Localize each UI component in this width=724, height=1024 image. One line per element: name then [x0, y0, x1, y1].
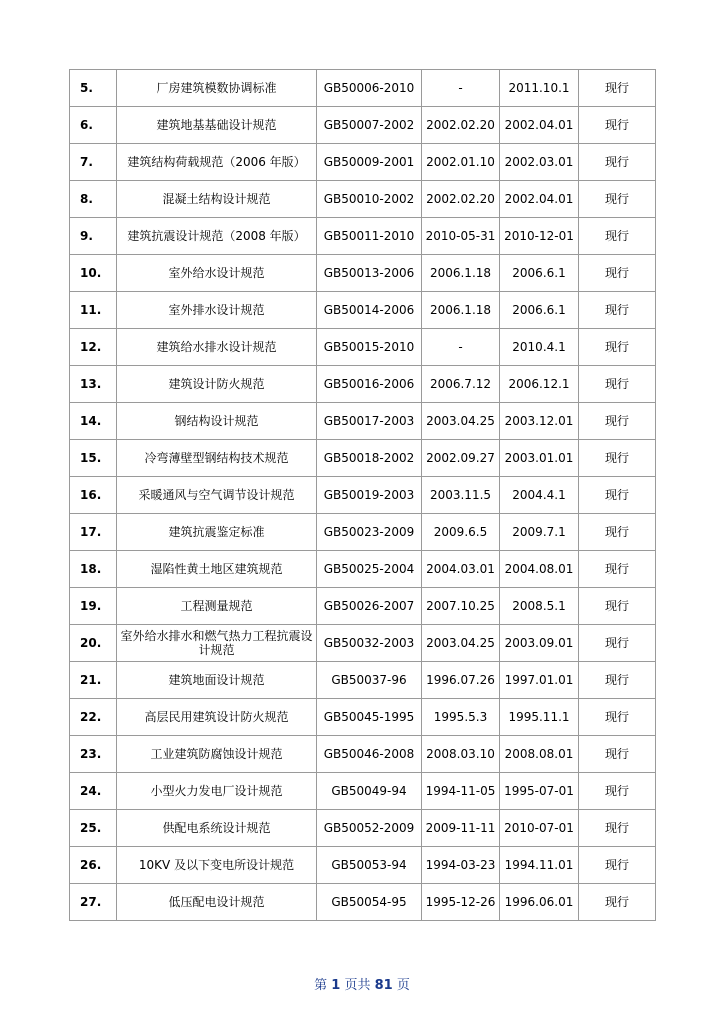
- standard-code: GB50025-2004: [317, 551, 422, 588]
- issue-date: 2009-11-11: [422, 810, 500, 847]
- table-row: [70, 736, 656, 773]
- effective-date: 1994.11.01: [500, 847, 579, 884]
- status: 现行: [579, 255, 656, 292]
- status: 现行: [579, 70, 656, 107]
- table-row: [70, 403, 656, 440]
- issue-date: 2003.04.25: [422, 625, 500, 662]
- status: 现行: [579, 403, 656, 440]
- issue-date: 2003.11.5: [422, 477, 500, 514]
- status: 现行: [579, 736, 656, 773]
- issue-date: -: [422, 70, 500, 107]
- standard-name: 采暖通风与空气调节设计规范: [117, 477, 317, 514]
- issue-date: 2003.04.25: [422, 403, 500, 440]
- row-number: 12.: [70, 329, 117, 366]
- standard-name: 工业建筑防腐蚀设计规范: [117, 736, 317, 773]
- effective-date: 1995.11.1: [500, 699, 579, 736]
- table-row: [70, 107, 656, 144]
- standard-code: GB50014-2006: [317, 292, 422, 329]
- effective-date: 2009.7.1: [500, 514, 579, 551]
- table-row: [70, 551, 656, 588]
- status: 现行: [579, 773, 656, 810]
- standard-code: GB50016-2006: [317, 366, 422, 403]
- standard-code: GB50049-94: [317, 773, 422, 810]
- effective-date: 2006.6.1: [500, 255, 579, 292]
- issue-date: 2009.6.5: [422, 514, 500, 551]
- issue-date: 2002.02.20: [422, 181, 500, 218]
- standard-name: 建筑抗震鉴定标准: [117, 514, 317, 551]
- status: 现行: [579, 551, 656, 588]
- table-row: [70, 884, 656, 921]
- standard-name: 室外给水排水和燃气热力工程抗震设计规范: [117, 625, 317, 662]
- issue-date: 2007.10.25: [422, 588, 500, 625]
- status: 现行: [579, 699, 656, 736]
- standard-name: 建筑地基基础设计规范: [117, 107, 317, 144]
- table-row: [70, 218, 656, 255]
- row-number: 18.: [70, 551, 117, 588]
- status: 现行: [579, 810, 656, 847]
- standard-code: GB50053-94: [317, 847, 422, 884]
- table-row: [70, 144, 656, 181]
- effective-date: 2002.04.01: [500, 181, 579, 218]
- table-row: [70, 847, 656, 884]
- status: 现行: [579, 625, 656, 662]
- effective-date: 2010-07-01: [500, 810, 579, 847]
- effective-date: 2002.04.01: [500, 107, 579, 144]
- table-row: [70, 366, 656, 403]
- footer-suffix: 页: [396, 978, 410, 993]
- footer-prefix: 第: [314, 978, 328, 993]
- row-number: 17.: [70, 514, 117, 551]
- row-number: 7.: [70, 144, 117, 181]
- standard-code: GB50015-2010: [317, 329, 422, 366]
- status: 现行: [579, 588, 656, 625]
- footer-page-number: 1: [331, 978, 341, 993]
- issue-date: 1994-03-23: [422, 847, 500, 884]
- standard-name: 室外排水设计规范: [117, 292, 317, 329]
- standard-name: 建筑给水排水设计规范: [117, 329, 317, 366]
- effective-date: 2011.10.1: [500, 70, 579, 107]
- status: 现行: [579, 181, 656, 218]
- status: 现行: [579, 884, 656, 921]
- table-row: [70, 477, 656, 514]
- table-body: [70, 70, 656, 921]
- row-number: 23.: [70, 736, 117, 773]
- status: 现行: [579, 144, 656, 181]
- standard-code: GB50045-1995: [317, 699, 422, 736]
- effective-date: 2003.12.01: [500, 403, 579, 440]
- effective-date: 2008.08.01: [500, 736, 579, 773]
- row-number: 19.: [70, 588, 117, 625]
- standard-code: GB50018-2002: [317, 440, 422, 477]
- standard-name: 小型火力发电厂设计规范: [117, 773, 317, 810]
- issue-date: 2002.02.20: [422, 107, 500, 144]
- status: 现行: [579, 847, 656, 884]
- row-number: 11.: [70, 292, 117, 329]
- status: 现行: [579, 477, 656, 514]
- row-number: 8.: [70, 181, 117, 218]
- footer-total-pages: 81: [374, 978, 393, 993]
- issue-date: 2006.1.18: [422, 255, 500, 292]
- standard-name: 建筑设计防火规范: [117, 366, 317, 403]
- row-number: 14.: [70, 403, 117, 440]
- standard-name: 10KV 及以下变电所设计规范: [117, 847, 317, 884]
- effective-date: 2010.4.1: [500, 329, 579, 366]
- table-row: [70, 699, 656, 736]
- row-number: 10.: [70, 255, 117, 292]
- effective-date: 2004.4.1: [500, 477, 579, 514]
- table-row: [70, 810, 656, 847]
- table-row: [70, 625, 656, 662]
- standard-code: GB50023-2009: [317, 514, 422, 551]
- table-row: [70, 292, 656, 329]
- effective-date: 1996.06.01: [500, 884, 579, 921]
- issue-date: -: [422, 329, 500, 366]
- row-number: 25.: [70, 810, 117, 847]
- table-row: [70, 514, 656, 551]
- footer-middle: 页共: [344, 978, 371, 993]
- effective-date: 2002.03.01: [500, 144, 579, 181]
- row-number: 24.: [70, 773, 117, 810]
- standard-code: GB50010-2002: [317, 181, 422, 218]
- issue-date: 2002.09.27: [422, 440, 500, 477]
- row-number: 15.: [70, 440, 117, 477]
- row-number: 5.: [70, 70, 117, 107]
- table-row: [70, 255, 656, 292]
- standard-code: GB50026-2007: [317, 588, 422, 625]
- standard-name: 湿陷性黄土地区建筑规范: [117, 551, 317, 588]
- effective-date: 1995-07-01: [500, 773, 579, 810]
- row-number: 27.: [70, 884, 117, 921]
- effective-date: 2006.12.1: [500, 366, 579, 403]
- issue-date: 1996.07.26: [422, 662, 500, 699]
- standard-name: 钢结构设计规范: [117, 403, 317, 440]
- standard-name: 低压配电设计规范: [117, 884, 317, 921]
- standard-name: 高层民用建筑设计防火规范: [117, 699, 317, 736]
- status: 现行: [579, 662, 656, 699]
- standard-code: GB50037-96: [317, 662, 422, 699]
- effective-date: 2008.5.1: [500, 588, 579, 625]
- standard-code: GB50046-2008: [317, 736, 422, 773]
- issue-date: 2008.03.10: [422, 736, 500, 773]
- standard-code: GB50017-2003: [317, 403, 422, 440]
- standard-code: GB50011-2010: [317, 218, 422, 255]
- table-row: [70, 70, 656, 107]
- standard-name: 供配电系统设计规范: [117, 810, 317, 847]
- effective-date: 1997.01.01: [500, 662, 579, 699]
- status: 现行: [579, 292, 656, 329]
- status: 现行: [579, 218, 656, 255]
- row-number: 9.: [70, 218, 117, 255]
- standard-code: GB50007-2002: [317, 107, 422, 144]
- status: 现行: [579, 329, 656, 366]
- standard-code: GB50052-2009: [317, 810, 422, 847]
- standards-table: [69, 69, 656, 921]
- row-number: 20.: [70, 625, 117, 662]
- status: 现行: [579, 107, 656, 144]
- effective-date: 2003.01.01: [500, 440, 579, 477]
- issue-date: 2004.03.01: [422, 551, 500, 588]
- table-row: [70, 440, 656, 477]
- issue-date: 2002.01.10: [422, 144, 500, 181]
- table-row: [70, 773, 656, 810]
- table-row: [70, 662, 656, 699]
- issue-date: 2006.1.18: [422, 292, 500, 329]
- row-number: 6.: [70, 107, 117, 144]
- standard-code: GB50019-2003: [317, 477, 422, 514]
- standard-name: 混凝土结构设计规范: [117, 181, 317, 218]
- table-row: [70, 329, 656, 366]
- issue-date: 1995-12-26: [422, 884, 500, 921]
- row-number: 21.: [70, 662, 117, 699]
- standard-name: 建筑地面设计规范: [117, 662, 317, 699]
- standard-name: 建筑结构荷载规范（2006 年版）: [117, 144, 317, 181]
- row-number: 13.: [70, 366, 117, 403]
- status: 现行: [579, 440, 656, 477]
- table-row: [70, 588, 656, 625]
- issue-date: 2010-05-31: [422, 218, 500, 255]
- standard-name: 建筑抗震设计规范（2008 年版）: [117, 218, 317, 255]
- row-number: 26.: [70, 847, 117, 884]
- row-number: 16.: [70, 477, 117, 514]
- issue-date: 1995.5.3: [422, 699, 500, 736]
- effective-date: 2003.09.01: [500, 625, 579, 662]
- page-footer: [0, 974, 724, 993]
- standard-name: 室外给水设计规范: [117, 255, 317, 292]
- standard-name: 厂房建筑模数协调标准: [117, 70, 317, 107]
- status: 现行: [579, 514, 656, 551]
- row-number: 22.: [70, 699, 117, 736]
- standard-code: GB50013-2006: [317, 255, 422, 292]
- standard-code: GB50006-2010: [317, 70, 422, 107]
- standard-code: GB50009-2001: [317, 144, 422, 181]
- effective-date: 2010-12-01: [500, 218, 579, 255]
- status: 现行: [579, 366, 656, 403]
- standard-code: GB50054-95: [317, 884, 422, 921]
- standard-name: 冷弯薄壁型钢结构技术规范: [117, 440, 317, 477]
- standard-name: 工程测量规范: [117, 588, 317, 625]
- effective-date: 2006.6.1: [500, 292, 579, 329]
- issue-date: 2006.7.12: [422, 366, 500, 403]
- issue-date: 1994-11-05: [422, 773, 500, 810]
- effective-date: 2004.08.01: [500, 551, 579, 588]
- table-row: [70, 181, 656, 218]
- standard-code: GB50032-2003: [317, 625, 422, 662]
